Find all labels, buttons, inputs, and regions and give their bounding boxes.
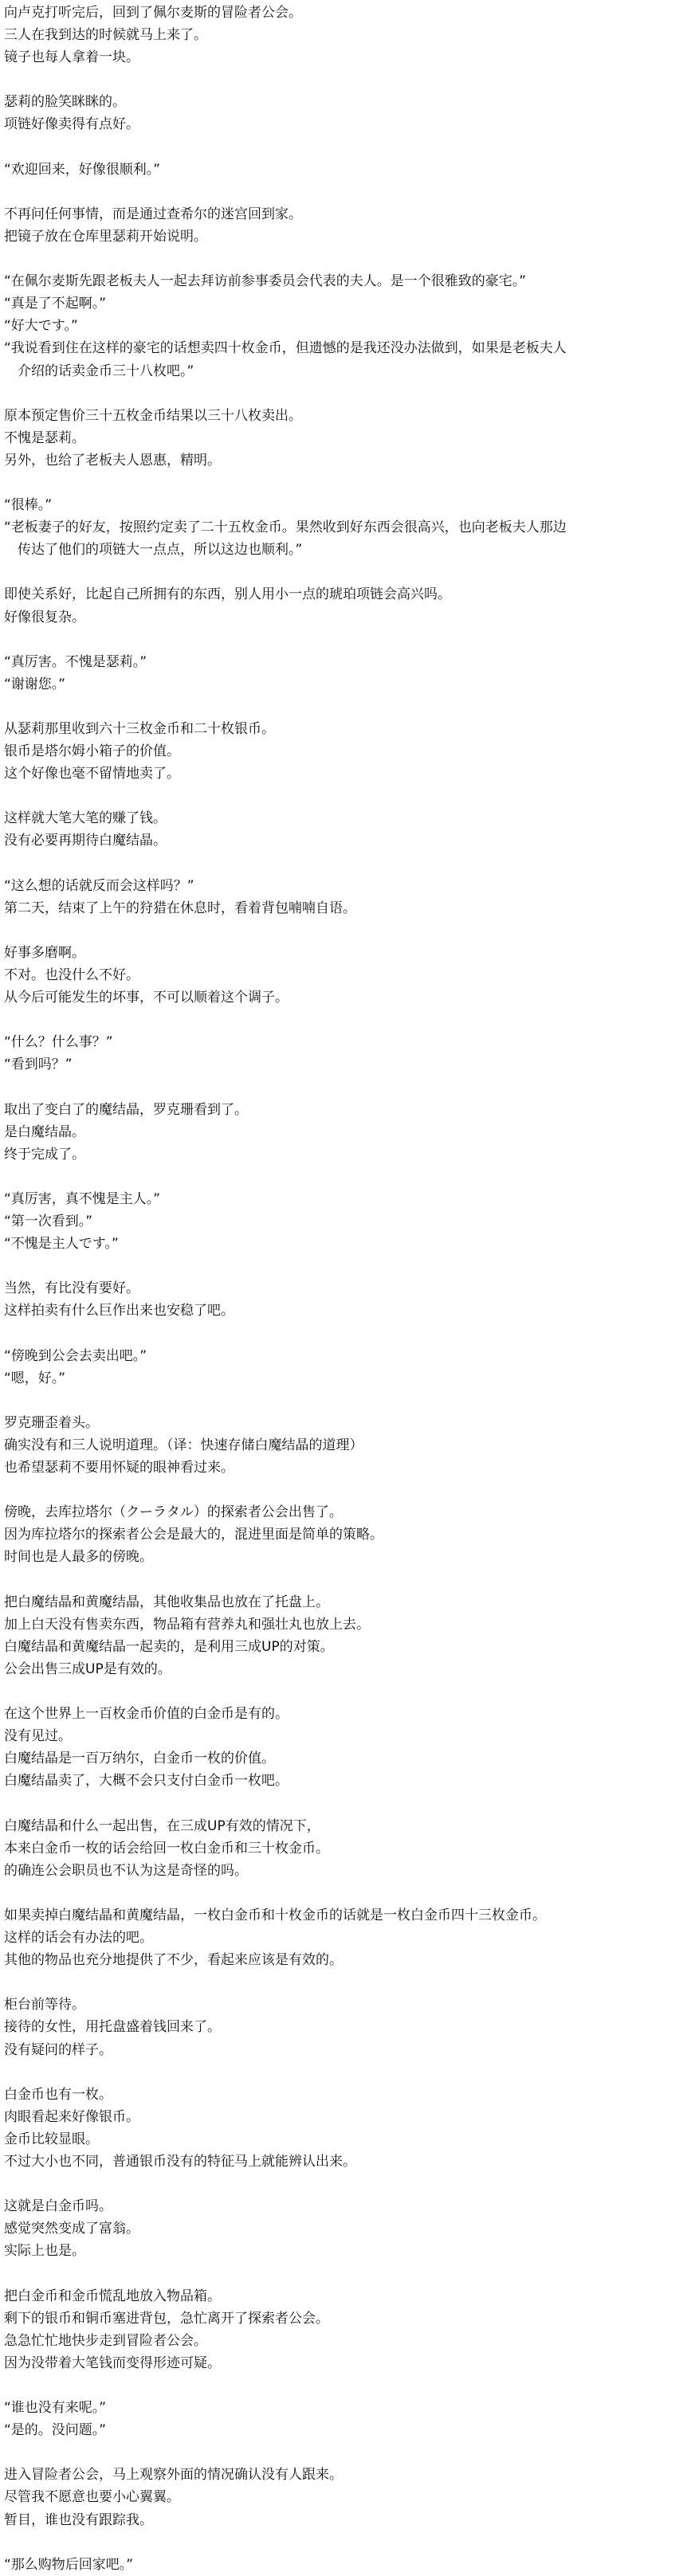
text-line: 这样就大笔大笔的赚了钱。 (4, 810, 167, 827)
blank-line (4, 853, 677, 875)
blank-line (4, 2531, 677, 2554)
text-line: 在这个世界上一百枚金币价值的白金币是有的。 (4, 1706, 289, 1723)
text-line: “真是了不起啊。” (4, 296, 107, 312)
text-line: 接待的女性，用托盘盛着钱回来了。 (4, 2019, 221, 2036)
blank-line (4, 561, 677, 583)
text-line: 三人在我到达的时候就马上来了。 (4, 27, 207, 44)
blank-line (4, 472, 677, 494)
text-line: 白魔结晶卖了，大概不会只支付白金币一枚吧。 (4, 1773, 289, 1790)
text-line: 白魔结晶是一百万纳尔，白金币一枚的价值。 (4, 1751, 275, 1767)
text-line: “是的。没问题。” (4, 2422, 107, 2439)
text-line: 因为没带着大笔钱而变得形迹可疑。 (4, 2354, 221, 2371)
text-line: 这样拍卖有什么巨作出来也安稳了吧。 (4, 1303, 234, 1319)
text-line: 不过大小也不同，普通银币没有的特征马上就能辨认出来。 (4, 2154, 356, 2170)
text-line: 没有必要再期待白魔结晶。 (4, 833, 167, 849)
text-line: 如果卖掉白魔结晶和黄魔结晶，一枚白金币和十枚金币的话就是一枚白金币四十三枚金币。 (4, 1907, 546, 1923)
text-line: “老板妻子的好友，按照约定卖了二十五枚金币。果然收到好东西会很高兴，也向老板夫人那边 (4, 520, 567, 536)
text-line: 原本预定售价三十五枚金币结果以三十八枚卖出。 (4, 407, 302, 424)
text-line: 镜子也每人拿着一块。 (4, 49, 139, 66)
text-line: “在佩尔麦斯先跟老板夫人一起去拜访前参事委员会代表的夫人。是一个很雅致的豪宅。” (4, 273, 527, 290)
blank-line (4, 2374, 677, 2397)
text-line: 不再问任何事情，而是通过查希尔的迷宫回到家。 (4, 206, 302, 222)
blank-line (4, 785, 677, 807)
blank-line (4, 1255, 677, 1277)
text-line: 没有疑问的样子。 (4, 2041, 112, 2058)
text-line: “真厉害。不愧是瑟莉。” (4, 653, 147, 670)
text-line: 本来白金币一枚的话会给回一枚白金币和三十枚金币。 (4, 1840, 329, 1857)
text-line: 也希望瑟莉不要用怀疑的眼神看过来。 (4, 1460, 234, 1476)
text-line: 另外，也给了老板夫人恩惠，精明。 (4, 452, 221, 469)
text-line: 取出了变白了的魔结晶，罗克珊看到了。 (4, 1101, 248, 1118)
text-line: 不愧是瑟莉。 (4, 429, 85, 446)
blank-line (4, 2061, 677, 2084)
blank-line (4, 696, 677, 718)
text-line: 传达了他们的项链大一点点，所以这边也顺利。” (4, 542, 303, 559)
blank-line (4, 2262, 677, 2284)
blank-line (4, 1793, 677, 1815)
text-line: 即使关系好，比起自己所拥有的东西，别人用小一点的琥珀项链会高兴吗。 (4, 586, 451, 603)
text-line: 罗克珊歪着头。 (4, 1414, 99, 1431)
text-line: 好像很复杂。 (4, 609, 85, 625)
text-line: 把白魔结晶和黄魔结晶，其他收集品也放在了托盘上。 (4, 1594, 329, 1610)
text-line: 向卢克打听完后，回到了佩尔麦斯的冒险者公会。 (4, 5, 302, 21)
text-line: 时间也是人最多的傍晚。 (4, 1549, 153, 1566)
text-line: “看到吗？” (4, 1057, 73, 1073)
text-line: 确实没有和三人说明道理。（译：快速存储白魔结晶的道理） (4, 1437, 363, 1453)
text-line: 实际上也是。 (4, 2243, 85, 2260)
text-line: 加上白天没有售卖东西，物品箱有营养丸和强壮丸也放上去。 (4, 1616, 370, 1633)
text-line: 暂目，谁也没有跟踪我。 (4, 2511, 153, 2528)
blank-line (4, 382, 677, 405)
text-line: 白魔结晶和黄魔结晶一起卖的，是利用三成UP的对策。 (4, 1638, 334, 1655)
text-line: “谢谢您。” (4, 676, 66, 692)
blank-line (4, 1166, 677, 1188)
text-line: 把镜子放在仓库里瑟莉开始说明。 (4, 228, 207, 245)
text-line: 当然，有比没有要好。 (4, 1280, 139, 1297)
blank-line (4, 248, 677, 270)
text-line: 项链好像卖得有点好。 (4, 116, 139, 133)
text-line: 白金币也有一枚。 (4, 2086, 112, 2103)
text-line: 肉眼看起来好像银币。 (4, 2108, 139, 2125)
text-line: 把白金币和金币慌乱地放入物品箱。 (4, 2288, 221, 2304)
text-line: “谁也没有来呢。” (4, 2400, 107, 2417)
text-line: 急急忙忙地快步走到冒险者公会。 (4, 2332, 207, 2349)
text-line: 感觉突然变成了富翁。 (4, 2221, 139, 2237)
blank-line (4, 1569, 677, 1591)
text-line: 介绍的话卖金币三十八枚吧。” (4, 363, 194, 379)
text-line: “很棒。” (4, 497, 53, 514)
blank-line (4, 1882, 677, 1904)
blank-line (4, 1680, 677, 1703)
text-line: 金币比较显眼。 (4, 2131, 99, 2147)
text-line: 第二天，结束了上午的狩猎在休息时，看着背包喃喃自语。 (4, 900, 356, 916)
text-line: 从今后可能发生的坏事，不可以顺着这个调子。 (4, 990, 289, 1006)
blank-line (4, 1390, 677, 1412)
blank-line (4, 69, 677, 91)
text-line: “真厉害，真不愧是主人。” (4, 1190, 161, 1207)
text-line: “这么想的话就反而会这样吗？” (4, 877, 194, 894)
blank-line (4, 1971, 677, 1994)
text-line: “好大です。” (4, 318, 78, 335)
blank-line (4, 181, 677, 203)
text-line: 终于完成了。 (4, 1146, 85, 1163)
text-line: 的确连公会职员也不认为这是奇怪的吗。 (4, 1862, 248, 1879)
blank-line (4, 1323, 677, 1345)
text-line: 这样的话会有办法的吧。 (4, 1930, 153, 1947)
text-line: 尽管我不愿意也要小心翼翼。 (4, 2489, 180, 2506)
text-line: 这个好像也毫不留情地卖了。 (4, 766, 180, 782)
text-line: 这就是白金币吗。 (4, 2198, 112, 2215)
text-line: “欢迎回来，好像很顺利。” (4, 161, 161, 178)
text-line: “什么？什么事？” (4, 1034, 113, 1051)
text-line: 从瑟莉那里收到六十三枚金币和二十枚银币。 (4, 721, 275, 737)
text-line: 柜台前等待。 (4, 1997, 85, 2013)
text-line: 其他的物品也充分地提供了不少，看起来应该是有效的。 (4, 1952, 343, 1969)
blank-line (4, 1009, 677, 1031)
text-line: 是白魔结晶。 (4, 1123, 85, 1140)
text-line: 傍晚，去库拉塔尔（クーラタル）的探索者公会出售了。 (4, 1504, 343, 1521)
text-line: 不对。也没什么不好。 (4, 967, 139, 984)
text-line: 剩下的银币和铜币塞进背包，急忙离开了探索者公会。 (4, 2310, 329, 2327)
text-line: 因为库拉塔尔的探索者公会是最大的，混进里面是简单的策略。 (4, 1527, 383, 1543)
blank-line (4, 136, 677, 159)
text-line: “我说看到住在这样的豪宅的话想卖四十枚金币，但遗憾的是我还没办法做到，如果是老板夫人 (4, 340, 567, 357)
text-line: 公会出售三成UP是有效的。 (4, 1660, 171, 1677)
blank-line (4, 919, 677, 942)
blank-line (4, 2441, 677, 2464)
text-line: 瑟莉的脸笑眯眯的。 (4, 94, 126, 111)
text-line: “傍晚到公会去卖出吧。” (4, 1347, 147, 1364)
text-line: 白魔结晶和什么一起出售，在三成UP有效的情况下， (4, 1817, 320, 1834)
blank-line (4, 629, 677, 651)
text-line: 好事多磨啊。 (4, 944, 85, 961)
blank-line (4, 1479, 677, 1501)
text-line: “不愧是主人です。” (4, 1236, 119, 1253)
text-line: 银币是塔尔姆小箱子的价值。 (4, 743, 180, 760)
text-line: 进入冒险者公会，马上观察外面的情况确认没有人跟来。 (4, 2467, 343, 2484)
text-line: “第一次看到。” (4, 1214, 93, 1230)
text-line: 没有见过。 (4, 1728, 72, 1745)
blank-line (4, 1076, 677, 1099)
text-line: “那么购物后回家吧。” (4, 2556, 134, 2573)
text-line: “嗯，好。” (4, 1370, 66, 1386)
blank-line (4, 2173, 677, 2195)
